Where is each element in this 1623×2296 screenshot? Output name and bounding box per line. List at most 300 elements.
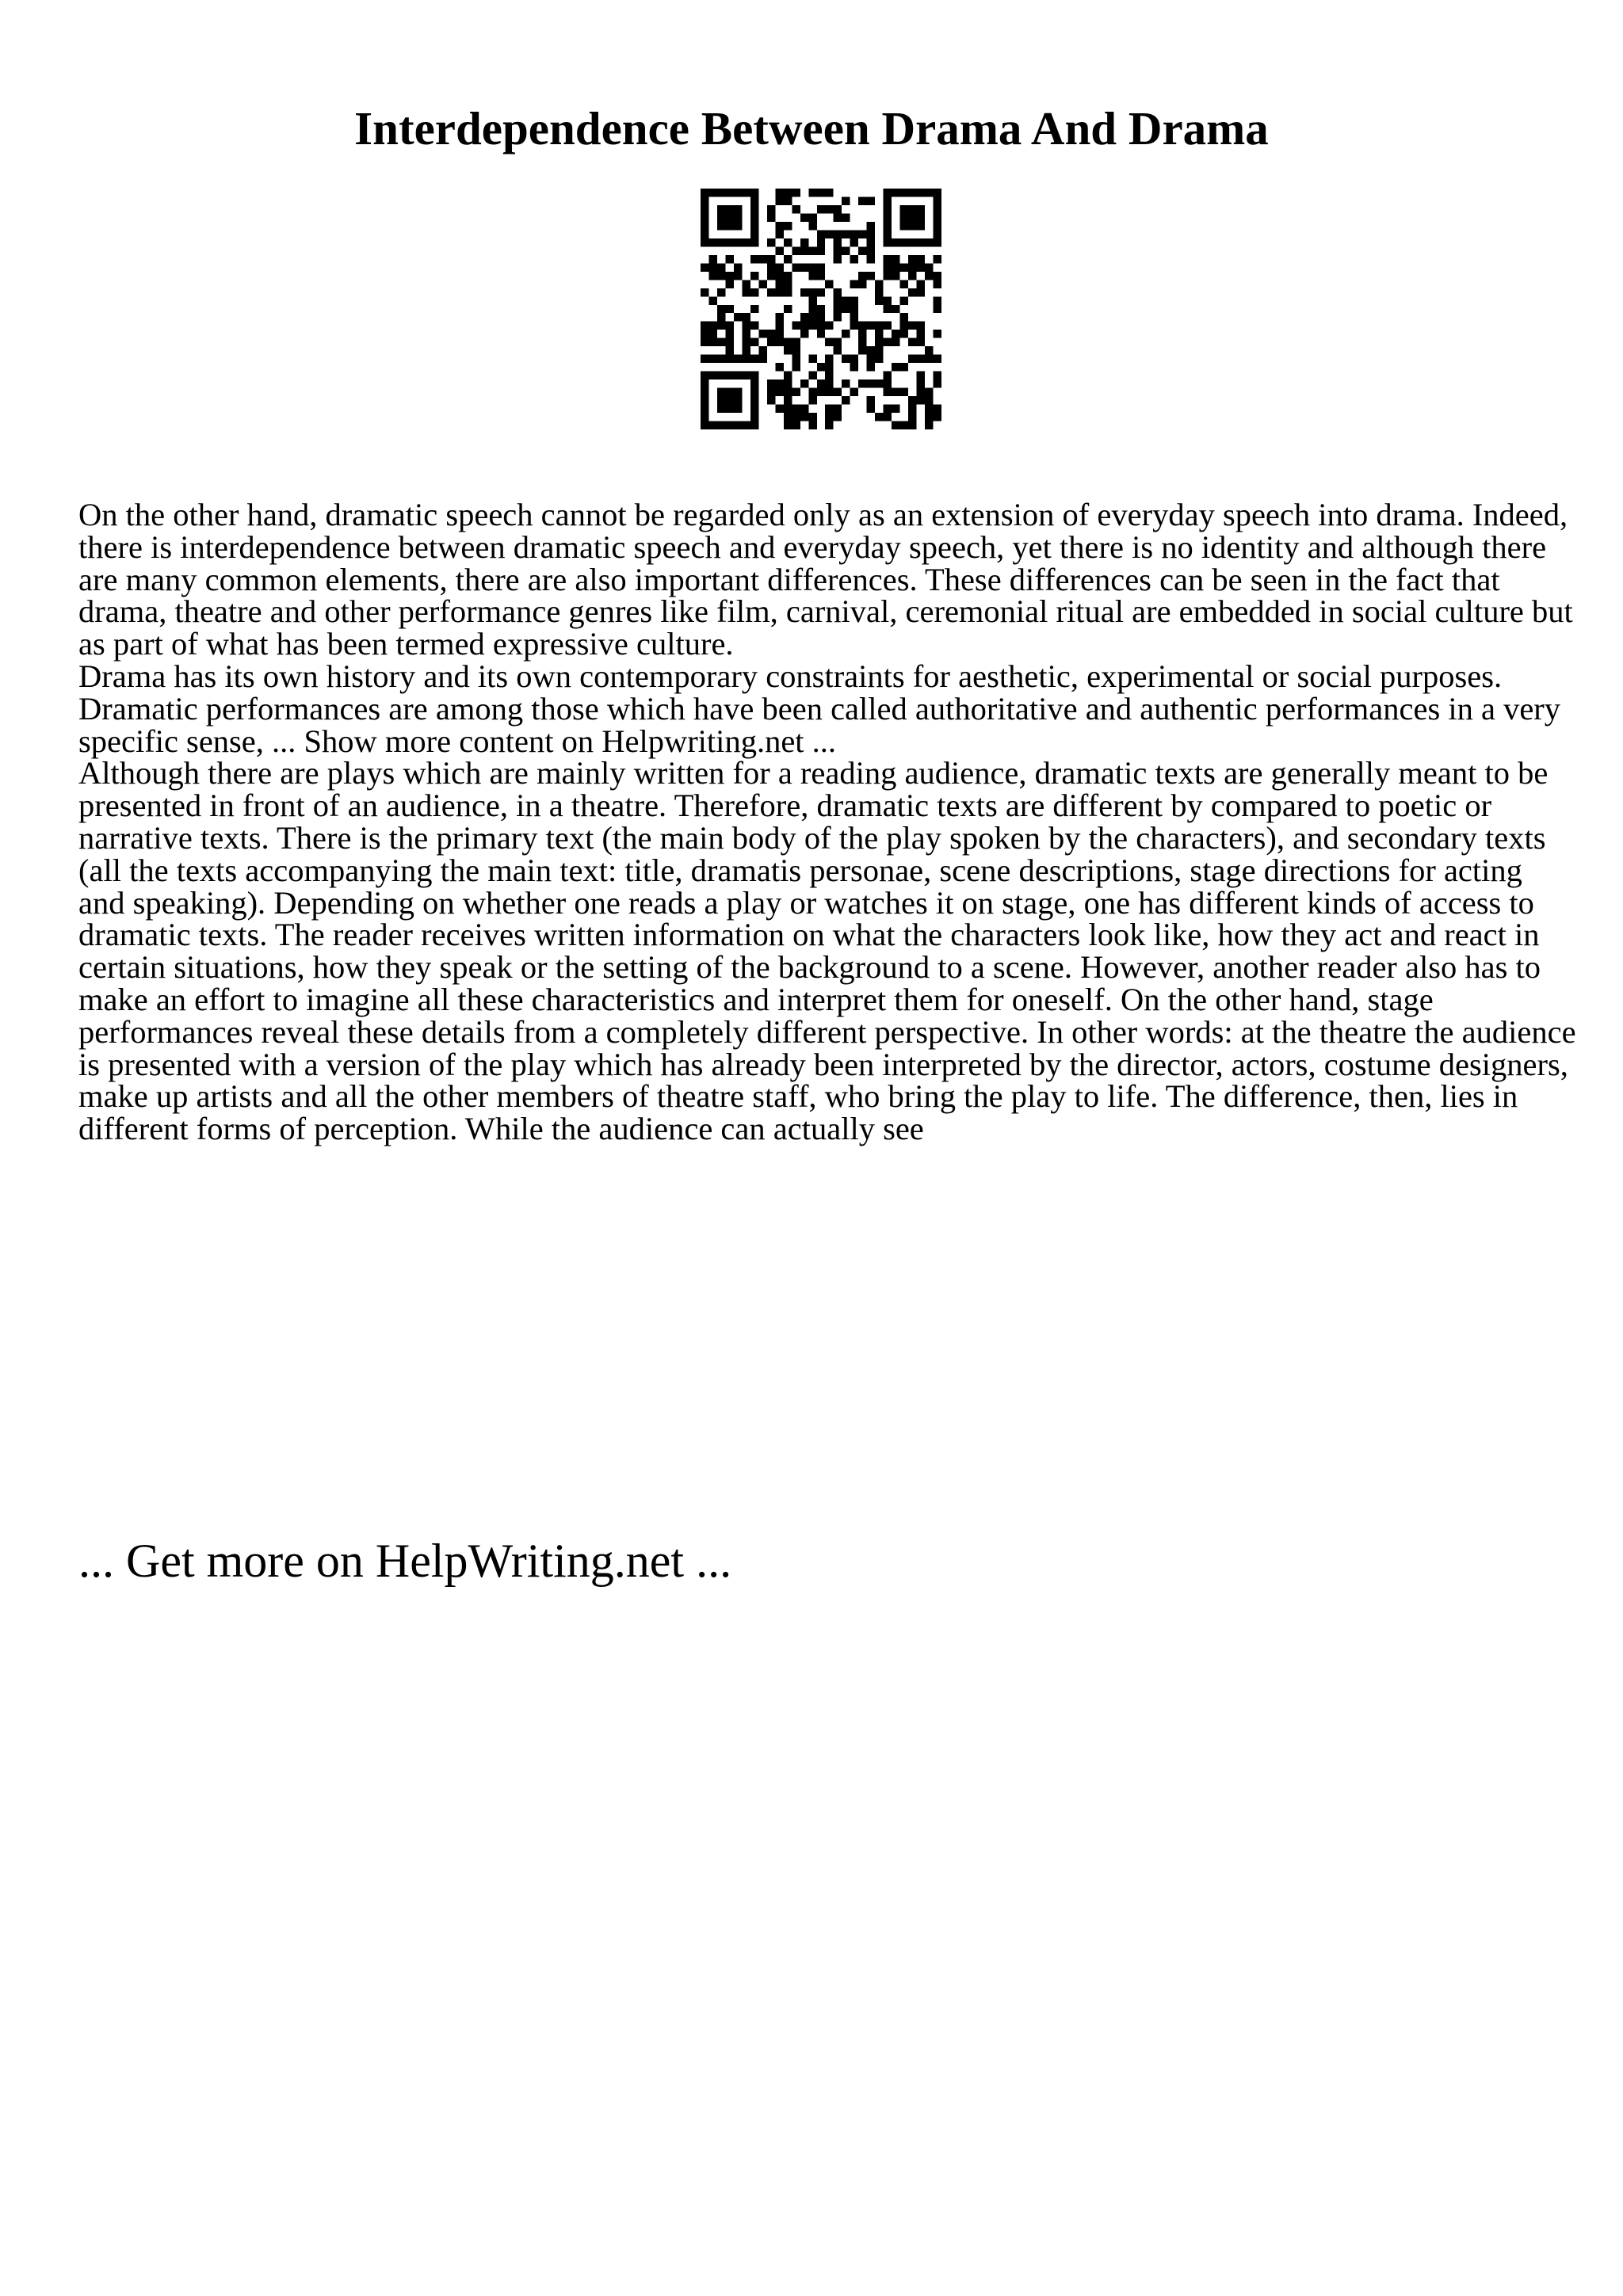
qr-module [750,388,758,396]
qr-module [750,255,758,263]
qr-module [867,355,875,363]
qr-module [784,255,792,263]
qr-module [800,263,808,271]
qr-module [900,296,908,304]
qr-module [767,396,775,404]
qr-module [784,272,792,280]
qr-module [825,405,833,413]
qr-module [875,280,883,288]
qr-module [701,372,708,379]
qr-module [825,230,833,238]
qr-module [701,263,708,271]
qr-module [775,313,783,321]
qr-module [825,363,833,371]
qr-module [725,205,733,213]
qr-module [817,288,825,296]
qr-module [867,379,875,387]
qr-module [934,230,941,238]
qr-module [825,322,833,330]
qr-module [825,280,833,288]
qr-module [708,421,716,429]
qr-module [742,313,750,321]
qr-module [934,413,941,421]
qr-module [817,305,825,313]
qr-module [750,230,758,238]
qr-module [775,230,783,238]
qr-module [917,255,925,263]
qr-module [701,322,708,330]
qr-module [767,213,775,221]
qr-module [734,313,742,321]
qr-code-icon [701,189,941,429]
qr-module [775,246,783,254]
qr-module [792,346,800,354]
qr-module [717,405,725,413]
qr-module [884,405,892,413]
qr-module [742,280,750,288]
qr-module [784,189,792,196]
qr-module [867,396,875,404]
qr-module [808,222,816,230]
qr-module [867,363,875,371]
qr-module [858,280,866,288]
qr-module [834,246,842,254]
qr-module [908,421,916,429]
qr-module [867,405,875,413]
qr-module [758,255,766,263]
qr-module [892,305,899,313]
document-body [78,499,1576,1146]
qr-module [925,405,933,413]
qr-module [750,372,758,379]
qr-module [850,313,858,321]
qr-module [775,388,783,396]
qr-module [917,338,925,346]
paragraph: Although there are plays which are mainly written for a reading audience, dramatic texts are generally meant to be presented in front of an audience, in a theatre. Therefore, dramatic texts are different by compared to poetic or narrative texts. There is the primary text (the main body of the play spoken by the characters), and secondary texts (all the texts accompanying the main text: title, dramatis personae, scene descriptions, stage directions for acting and speaking). Depending on whether one reads a play or watches it on stage, one has different kinds of access to dramatic texts. The reader receives written information on what the characters look like, how they act and react in certain situations, how they speak or the setting of the background to a scene. However, another reader also has to make an effort to imagine all these characteristics and interpret them for oneself. On the other hand, stage performances reveal these details from a completely different perspective. In other words: at the theatre the audience is presented with a version of the play which has already been interpreted by the director, actors, costume designers, make up artists and all the other members of theatre staff, who bring the play to life. The difference, then, lies in different forms of perception. While the audience can actually see [78,755,1576,1147]
qr-module [908,322,916,330]
qr-module [850,230,858,238]
qr-module [934,330,941,338]
qr-module [850,255,858,263]
qr-module [917,396,925,404]
qr-module [884,338,892,346]
qr-module [800,288,808,296]
qr-module [875,355,883,363]
qr-module [884,372,892,379]
qr-module [817,330,825,338]
qr-module [925,263,933,271]
qr-module [850,322,858,330]
qr-module [784,222,792,230]
qr-module [734,222,742,230]
qr-module [784,372,792,379]
qr-module [867,238,875,246]
qr-module [884,189,892,196]
qr-module [908,205,916,213]
qr-module [808,421,816,429]
qr-module [884,272,892,280]
qr-module [717,396,725,404]
qr-module [775,189,783,196]
qr-module [792,322,800,330]
qr-module [734,272,742,280]
qr-module [908,272,916,280]
qr-module [725,396,733,404]
qr-module [734,205,742,213]
qr-module [834,413,842,421]
qr-module [934,379,941,387]
qr-module [825,205,833,213]
qr-module [908,338,916,346]
qr-module [775,288,783,296]
qr-module [792,263,800,271]
qr-module [900,280,908,288]
qr-module [884,196,892,204]
qr-module [867,272,875,280]
qr-module [834,255,842,263]
qr-module [842,196,850,204]
qr-module [842,305,850,313]
qr-module [884,255,892,263]
qr-module [892,263,899,271]
qr-module [701,238,708,246]
qr-module [817,205,825,213]
qr-module [800,246,808,254]
qr-module [917,379,925,387]
qr-module [867,196,875,204]
qr-module [767,338,775,346]
qr-module [884,413,892,421]
qr-module [842,330,850,338]
qr-module [808,189,816,196]
qr-module [725,213,733,221]
qr-module [717,322,725,330]
qr-module [850,388,858,396]
qr-module [800,322,808,330]
qr-module [725,355,733,363]
paragraph: On the other hand, dramatic speech cannot be regarded only as an extension of everyday speech into drama. Indeed, there is interdependence between dramatic speech and everyday speech, yet there is no identity and although there are many common elements, there are also important differences. These differences can be seen in the fact that drama, theatre and other performance genres like film, carnival, ceremonial ritual are embedded in social culture but as part of what has been termed expressive culture. [78,497,1573,662]
qr-module [875,338,883,346]
qr-module [717,305,725,313]
qr-module [708,372,716,379]
qr-module [834,205,842,213]
qr-module [908,238,916,246]
qr-module [917,322,925,330]
qr-module [834,338,842,346]
qr-module [800,379,808,387]
qr-module [784,338,792,346]
qr-module [934,305,941,313]
qr-module [817,246,825,254]
qr-module [701,205,708,213]
qr-module [842,296,850,304]
qr-module [767,272,775,280]
qr-module [825,379,833,387]
qr-module [767,288,775,296]
qr-module [775,405,783,413]
qr-module [701,405,708,413]
qr-module [792,363,800,371]
qr-module [934,296,941,304]
qr-module [817,388,825,396]
qr-module [792,355,800,363]
qr-module [884,322,892,330]
qr-module [934,372,941,379]
qr-module [701,413,708,421]
qr-module [750,379,758,387]
qr-module [858,379,866,387]
qr-module [925,413,933,421]
qr-module [900,388,908,396]
qr-module [758,355,766,363]
qr-module [900,363,908,371]
qr-module [900,205,908,213]
qr-module [750,272,758,280]
qr-module [742,330,750,338]
qr-module [858,272,866,280]
qr-module [701,421,708,429]
qr-module [775,196,783,204]
qr-module [701,338,708,346]
qr-module [925,272,933,280]
qr-module [784,405,792,413]
qr-module [708,263,716,271]
qr-module [900,238,908,246]
qr-module [775,280,783,288]
qr-module [725,280,733,288]
qr-module [717,205,725,213]
qr-module [834,296,842,304]
qr-module [892,405,899,413]
qr-module [708,330,716,338]
qr-module [842,213,850,221]
qr-module [725,421,733,429]
qr-module [734,372,742,379]
qr-module [925,355,933,363]
qr-module [817,272,825,280]
qr-module [775,272,783,280]
qr-module [884,296,892,304]
qr-module [892,272,899,280]
qr-module [850,280,858,288]
qr-module [934,255,941,263]
qr-module [808,246,816,254]
qr-module [784,388,792,396]
qr-module [792,405,800,413]
qr-module [834,230,842,238]
qr-module [808,263,816,271]
qr-module [775,379,783,387]
qr-module [850,238,858,246]
qr-module [775,263,783,271]
qr-module [725,189,733,196]
qr-module [701,189,708,196]
qr-module [875,379,883,387]
qr-module [892,338,899,346]
qr-module [725,272,733,280]
qr-module [742,346,750,354]
qr-module [934,196,941,204]
qr-module [884,238,892,246]
qr-module [775,338,783,346]
qr-module [792,338,800,346]
qr-module [767,263,775,271]
qr-module [800,330,808,338]
qr-module [892,330,899,338]
qr-module [708,322,716,330]
qr-module [717,189,725,196]
qr-module [917,238,925,246]
qr-module [784,280,792,288]
qr-module [875,288,883,296]
qr-module [834,213,842,221]
qr-module [784,396,792,404]
qr-module [750,238,758,246]
qr-module [708,338,716,346]
qr-module [817,363,825,371]
qr-module [708,355,716,363]
qr-module [825,372,833,379]
qr-module [808,305,816,313]
qr-module [934,213,941,221]
qr-module [701,213,708,221]
qr-module [717,372,725,379]
qr-module [917,288,925,296]
qr-module [867,346,875,354]
get-more-link[interactable]: ... Get more on HelpWriting.net ... [78,1535,732,1587]
qr-module [817,379,825,387]
qr-module [750,189,758,196]
qr-module [934,189,941,196]
qr-module [734,396,742,404]
qr-module [808,272,816,280]
qr-module [750,288,758,296]
qr-module [925,388,933,396]
qr-module [725,338,733,346]
qr-module [742,288,750,296]
qr-module [808,355,816,363]
qr-module [725,388,733,396]
qr-module [892,363,899,371]
qr-module [892,388,899,396]
qr-module [750,205,758,213]
qr-module [725,222,733,230]
qr-module [858,246,866,254]
qr-module [934,280,941,288]
qr-module [758,280,766,288]
qr-module [701,355,708,363]
qr-module [867,246,875,254]
qr-module [808,313,816,321]
qr-module [800,213,808,221]
qr-module [875,322,883,330]
qr-module [934,272,941,280]
qr-module [908,396,916,404]
qr-module [817,189,825,196]
qr-module [884,213,892,221]
qr-module [834,388,842,396]
qr-module [792,413,800,421]
qr-module [858,322,866,330]
qr-module [717,272,725,280]
qr-module [792,388,800,396]
qr-module [808,388,816,396]
qr-module [884,222,892,230]
qr-module [725,405,733,413]
qr-module [908,355,916,363]
qr-module [892,189,899,196]
qr-module [717,421,725,429]
qr-module [817,230,825,238]
qr-module [784,379,792,387]
qr-module [917,205,925,213]
qr-module [825,189,833,196]
qr-module [925,189,933,196]
qr-module [834,346,842,354]
qr-module [717,338,725,346]
qr-module [800,238,808,246]
qr-module [750,305,758,313]
qr-module [750,405,758,413]
qr-module [701,396,708,404]
qr-module [817,238,825,246]
qr-module [784,305,792,313]
qr-module [892,421,899,429]
qr-module [908,213,916,221]
qr-module [725,238,733,246]
qr-module [775,222,783,230]
qr-module [750,222,758,230]
qr-module [858,330,866,338]
qr-module [784,346,792,354]
qr-module [758,330,766,338]
qr-module [725,346,733,354]
qr-module [884,305,892,313]
qr-module [817,313,825,321]
qr-module [742,338,750,346]
qr-module [717,355,725,363]
qr-module [934,205,941,213]
qr-module [792,205,800,213]
qr-module [917,189,925,196]
qr-module [934,238,941,246]
qr-module [775,330,783,338]
qr-module [917,388,925,396]
qr-module [892,255,899,263]
qr-module [917,372,925,379]
qr-module [725,372,733,379]
qr-module [701,288,708,296]
qr-module [934,355,941,363]
qr-module [708,238,716,246]
qr-module [750,396,758,404]
qr-module [900,263,908,271]
qr-module [742,421,750,429]
qr-module [767,379,775,387]
qr-module [884,379,892,387]
qr-module [784,413,792,421]
qr-module [717,313,725,321]
qr-module [742,372,750,379]
qr-module [734,405,742,413]
qr-module [825,388,833,396]
qr-module [708,296,716,304]
qr-module [717,213,725,221]
qr-module [834,238,842,246]
qr-module [925,396,933,404]
qr-module [750,355,758,363]
qr-module [767,238,775,246]
